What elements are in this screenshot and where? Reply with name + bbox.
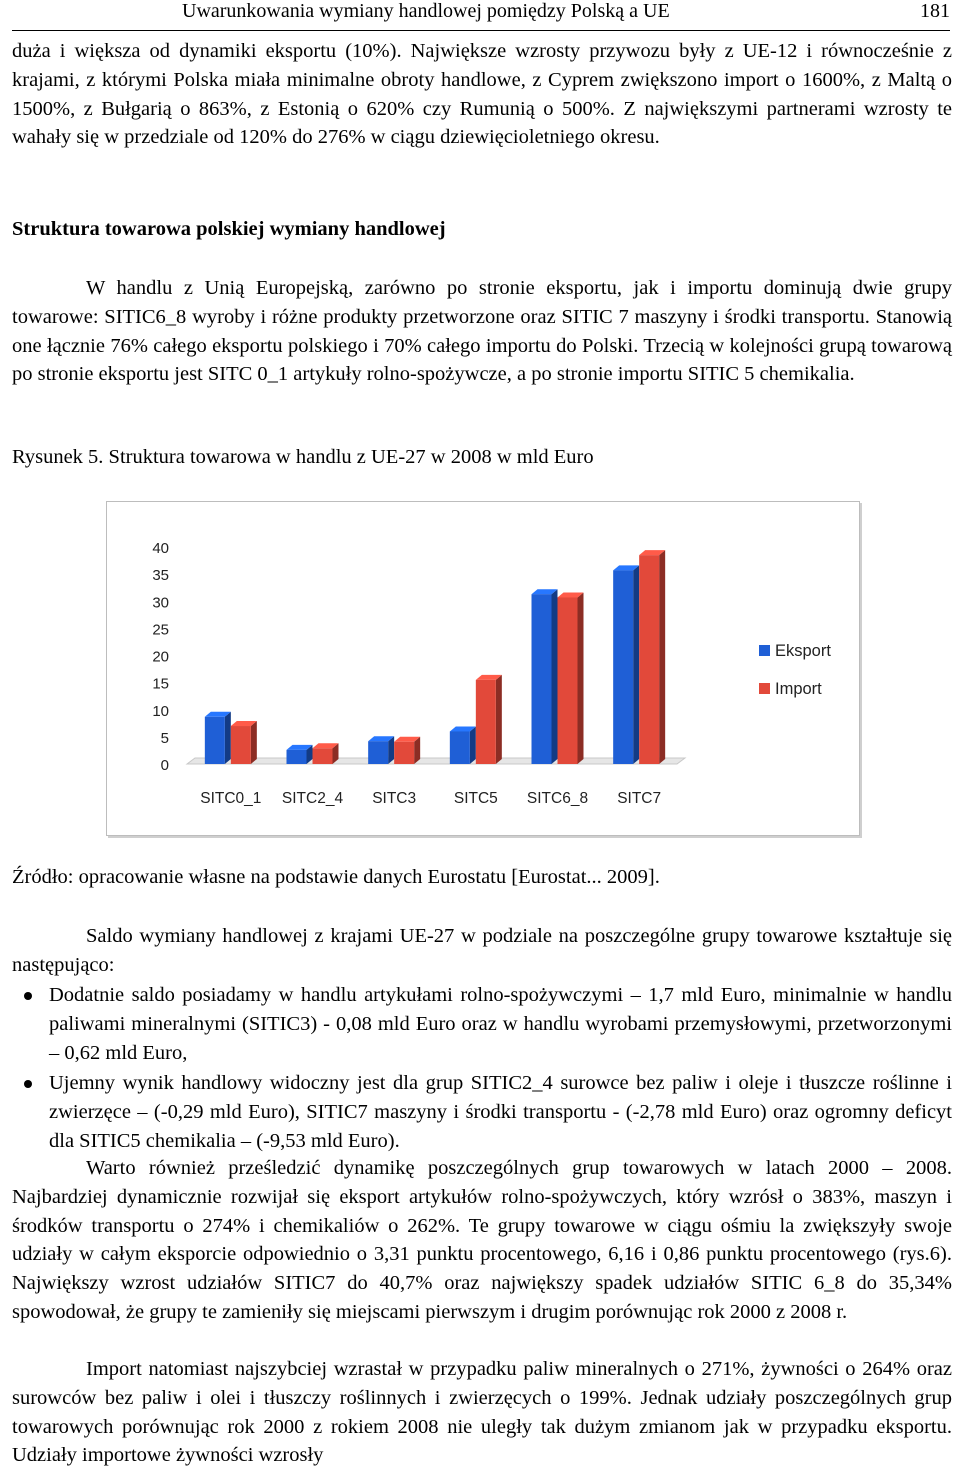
bar-eksport [450,731,470,764]
x-tick-label: SITC2_4 [281,790,344,807]
legend-label: Import [775,680,822,698]
bullet-text: Dodatnie saldo posiadamy w handlu artykułami rolno-spożywczymi – 1,7 mld Euro, minimalnie w handlu paliwami mineralnymi (SITIC3) - 0,08 mld Euro oraz w handlu wyrobami przemysłowymi, przetworzonymi – 0,62 mld Euro, [49,984,952,1064]
bullet-text: Ujemny wynik handlowy widoczny jest dla grup SITIC2_4 surowce bez paliw i oleje i tłuszcze roślinne i zwierzęce – (-0,29 mld Euro), SITIC7 maszyny i środki transportu - (-2,78 mld Euro) oraz ogromny deficyt dla SITIC5 chemikalia – (-9,53 mld Euro). [49,1072,952,1152]
running-header [12,0,950,31]
bar-side [578,592,584,764]
y-tick-label: 15 [152,675,169,693]
bar-import [394,742,414,764]
figure-source: Źródło: opracowanie własne na podstawie danych Eurostatu [Eurostat... 2009]. [12,866,660,888]
section-heading: Struktura towarowa polskiej wymiany handlowej [12,218,446,240]
paragraph-3: Saldo wymiany handlowej z krajami UE-27 w podziale na poszczególne grupy towarowe kształtuje się następująco: [12,925,952,976]
y-tick-label: 40 [152,540,169,557]
paragraph-2: W handlu z Unią Europejską, zarówno po stronie eksportu, jak i importu dominują dwie grupy towarowe: SITIC6_8 wyroby i różne produkty przetworzone oraz SITIC 7 maszyny i środki transportu. Stanowią one łącznie 76% całego eksportu polskiego i 70% całego importu do Polski. Trzecią w kolejności grupą towarową po stronie eksportu jest SITC 0_1 artykuły rolno-spożywcze, a po stronie importu SITIC 5 chemikalia. [12,277,952,386]
x-tick-label: SITC6_8 [526,790,589,807]
bar-side [470,726,476,764]
bar-side [251,721,257,764]
bar-import [476,680,496,764]
y-tick-label: 30 [152,594,169,612]
y-tick-label: 20 [152,648,169,666]
bar-side [633,565,639,764]
bar-import [313,748,333,764]
y-tick-label: 25 [152,621,169,639]
legend-label: Eksport [775,642,831,660]
y-tick-label: 10 [152,702,169,720]
bar-import [558,597,578,764]
x-tick-label: SITC7 [617,790,662,807]
paragraph-4: Warto również prześledzić dynamikę poszczególnych grup towarowych w latach 2000 – 2008. Najbardziej dynamicznie rozwijał się eksport artykułów rolno-spożywczych, który wzrósł o 383%, maszyn i środków transportu o 274% i chemikaliów o 262%. Te grupy towarowe w ciągu ośmiu la zwiększyły swoje udziały w całym eksporcie odpowiednio o 3,31 punktu procentowego, 6,16 i 0,86 punktu procentowego (rys.6). Największy wzrost udziałów SITIC7 do 40,7% oraz największy spadek udziałów SITIC 6_8 do 35,34% spowodował, że grupy te zamieniły się miejscami pierwszym i drugim porównując rok 2000 z 2008 r. [12,1157,952,1323]
bar-import [231,726,251,764]
bar-eksport [205,717,225,764]
bar-side [552,589,558,764]
chart-floor [187,758,685,764]
legend-swatch [759,645,770,656]
x-tick-label: SITC0_1 [200,790,262,807]
paragraph-1: duża i większa od dynamiki eksportu (10%). Największe wzrosty przywozu były z UE-12 i równocześnie z krajami, z którymi Polska miała minimalne obroty handlowe, z Cyprem zwiększono import o 1600%, z Maltą o 1500%, z Bułgarią o 863%, z Estonią o 620% czy Rumunią o 500%. Z największymi partnerami wzrosty te wahały się w przedziale od 120% do 276% w ciągu dziewięcioletniego okresu. [12,40,952,149]
bar-side [659,550,665,764]
bullet-dot-icon [24,992,32,1000]
legend-swatch [759,683,770,694]
chart-canvas [107,502,859,835]
y-tick-label: 35 [152,567,169,585]
header-title: Uwarunkowania wymiany handlowej pomiędzy Polską a UE [182,0,670,22]
bar-eksport [368,741,388,764]
bar-eksport [287,750,307,764]
bullet-dot-icon [24,1080,32,1088]
x-tick-label: SITC3 [372,790,417,807]
bar-side [225,712,231,764]
x-tick-label: SITC5 [453,790,498,807]
bullet-item [12,981,952,1067]
bar-side [496,675,502,764]
y-tick-label: 0 [160,757,169,774]
figure-caption: Rysunek 5. Struktura towarowa w handlu z UE-27 w 2008 w mld Euro [12,446,594,468]
bullet-item [12,1069,952,1155]
bar-eksport [532,594,552,764]
paragraph-5: Import natomiast najszybciej wzrastał w przypadku paliw mineralnych o 271%, żywności o 264% oraz surowców bez paliw i olei i tłuszczy roślinnych i zwierzęcych o 199%. Jednak udziały poszczególnych grup towarowych porównując rok 2000 z rokiem 2008 nie uległy tak dużym zmianom jak w przypadku eksportu. Udziały importowe żywności wzrosły [12,1358,952,1467]
page-number: 181 [920,0,950,22]
bullet-list [12,981,952,1156]
bar-import [639,555,659,764]
y-tick-label: 5 [160,729,169,747]
bar-eksport [613,570,633,764]
bar-chart [106,501,860,836]
